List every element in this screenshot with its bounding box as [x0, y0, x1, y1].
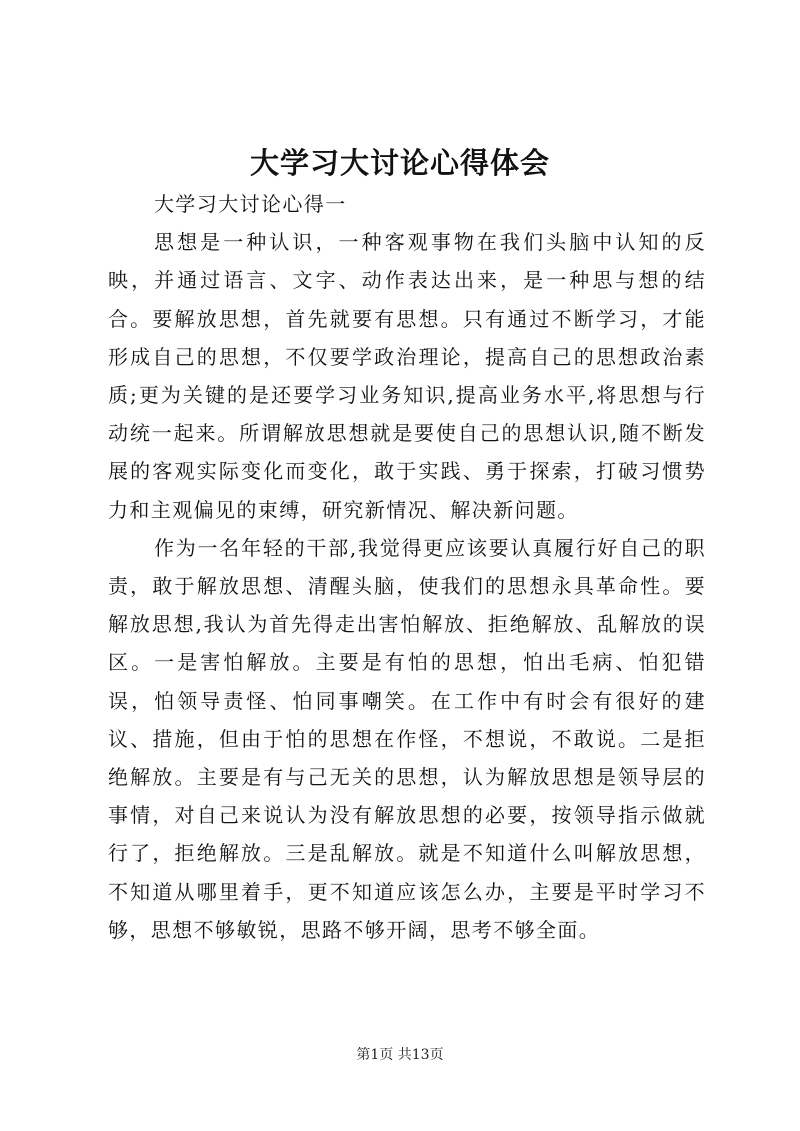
document-subtitle: 大学习大讨论心得一: [154, 192, 347, 216]
paragraph-2: 作为一名年轻的干部,我觉得更应该要认真履行好自己的职责，敢于解放思想、清醒头脑，使我们的思想永具革命性。要解放思想,我认为首先得走出害怕解放、拒绝解放、乱解放的误区。一是害怕解放。主要是有怕的思想，怕出毛病、怕犯错误，怕领导责怪、怕同事嘲笑。在工作中有时会有很好的建议、措施，但由于怕的思想在作怪，不想说，不敢说。二是拒绝解放。主要是有与己无关的思想，认为解放思想是领导层的事情，对自己来说认为没有解放思想的必要，按领导指示做就行了，拒绝解放。三是乱解放。就是不知道什么叫解放思想，不知道从哪里着手，更不知道应该怎么办，主要是平时学习不够，思想不够敏锐，思路不够开阔，思考不够全面。: [108, 535, 706, 942]
page-indicator: 第1页 共13页: [356, 1047, 444, 1063]
paragraph-1: 思想是一种认识，一种客观事物在我们头脑中认知的反映，并通过语言、文字、动作表达出来，是一种思与想的结合。要解放思想，首先就要有思想。只有通过不断学习，才能形成自己的思想，不仅要学政治理论，提高自己的思想政治素质;更为关键的是还要学习业务知识,提高业务水平,将思想与行动统一起来。所谓解放思想就是要使自己的思想认识,随不断发展的客观实际变化而变化，敢于实践、勇于探索，打破习惯势力和主观偏见的束缚，研究新情况、解决新问题。: [108, 230, 706, 522]
document-body: [108, 185, 706, 949]
page-footer: [0, 1045, 800, 1065]
document-title: 大学习大讨论心得体会: [249, 146, 550, 180]
